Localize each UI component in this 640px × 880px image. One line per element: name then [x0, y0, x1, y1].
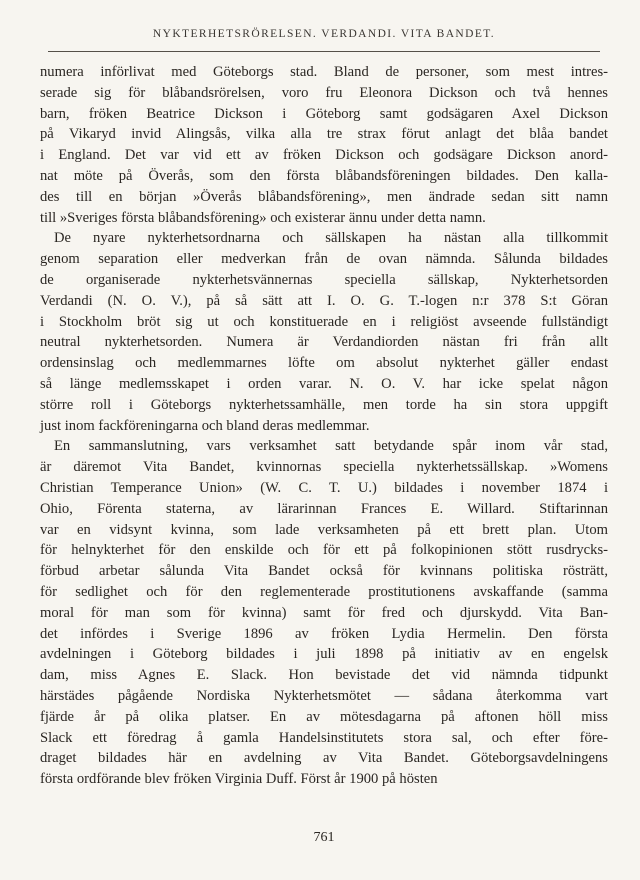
text-line: draget bildades här en avdelning av Vita Bandet. Göteborgsavdelningens — [40, 750, 608, 767]
text-line: just inom fackföreningarna och bland deras medlemmar. — [40, 417, 370, 434]
text-line: i England. Det var vid ett av fröken Dickson och godsägare Dickson anord- — [40, 147, 608, 164]
page-number: 761 — [313, 830, 335, 845]
text-line: avdelningen i Göteborg bildades i juli 1898 på initiativ av en engelsk — [40, 646, 608, 663]
text-line: härstädes pågående Nordiska Nykterhetsmötet — sådana återkomma vart — [40, 687, 608, 704]
text-line: De nyare nykterhetsordnarna och sällskapen ha nästan alla tillkommit — [54, 230, 608, 247]
text-line: för sedlighet och för den reglementerade prostitutionens avskaffande (samma — [40, 583, 608, 600]
text-line: första ordförande blev fröken Virginia Duff. Först år 1900 på hösten — [40, 771, 438, 788]
text-line: serade sig för blåbandsrörelsen, voro fru Eleonora Dickson och två hennes — [40, 84, 608, 101]
text-line: Slack ett föredrag å gamla Handelsinstitutets stora sal, och efter före- — [40, 729, 608, 746]
text-line: var en vidsynt kvinna, som lade verksamheten på ett brett plan. Utom — [40, 521, 608, 538]
text-line: fjärde år på olika platser. En av mötesdagarna på aftonen höll miss — [40, 708, 608, 725]
text-line: Verdandi (N. O. V.), på så sätt att I. O. G. T.-logen n:r 378 S:t Göran — [40, 292, 608, 309]
header-rule — [48, 51, 600, 52]
text-line: genom separation eller medverkan från de ovan nämnda. Sålunda bildades — [40, 251, 608, 268]
text-line: des till en början »Överås blåbandsförening», men ändrade sedan sitt namn — [40, 188, 608, 205]
text-line: moral för man som för kvinna) samt för fred och djurskydd. Vita Ban- — [40, 604, 608, 621]
text-line: så länge medlemsskapet i orden varar. N. O. V. har icke spelat någon — [40, 375, 608, 392]
text-line: på Vikaryd invid Alingsås, vilka alla tre strax förut anlagt det blåa bandet — [40, 126, 608, 143]
body-text — [40, 62, 608, 790]
text-line: ordensinslag och medlemmarnes löfte om absolut nykterhet gäller endast — [40, 355, 608, 372]
text-line: neutral nykterhetsorden. Numera är Verdandiorden nästan fri från allt — [40, 334, 608, 351]
text-line: de organiserade nykterhetsvännernas speciella sällskap, Nykterhetsorden — [40, 271, 608, 288]
text-line: är däremot Vita Bandet, kvinnornas speciella nykterhetssällskap. »Womens — [40, 459, 608, 476]
text-line: till »Sveriges första blåbandsförening» och existerar ännu under detta namn. — [40, 209, 486, 226]
running-head: NYKTERHETSRÖRELSEN. VERDANDI. VITA BANDET. — [152, 28, 496, 40]
text-line: Christian Temperance Union» (W. C. T. U.) bildades i november 1874 i — [40, 479, 608, 496]
text-line: Ohio, Förenta staterna, av lärarinnan Frances E. Willard. Stiftarinnan — [40, 500, 608, 517]
document-page — [40, 0, 608, 880]
text-line: dam, miss Agnes E. Slack. Hon bevistade det vid nämnda tidpunkt — [40, 667, 608, 684]
text-line: En sammanslutning, vars verksamhet satt betydande spår inom vår stad, — [54, 438, 608, 455]
text-line: barn, fröken Beatrice Dickson i Göteborg samt godsägaren Axel Dickson — [40, 105, 608, 122]
text-line: numera införlivat med Göteborgs stad. Bland de personer, som mest intres- — [40, 64, 608, 80]
text-line: det infördes i Sverige 1896 av fröken Lydia Hermelin. Den första — [40, 625, 608, 642]
text-line: förbud arbetar sålunda Vita Bandet också för kvinnans politiska rösträtt, — [40, 563, 608, 580]
text-line: för helnykterhet för den enskilde och för ett på folkopinionen stött rusdrycks- — [40, 542, 608, 559]
text-line: i Stockholm bröt sig ut och konstituerade en i religiöst avseende fullständigt — [40, 313, 608, 330]
text-line: nat möte på Överås, som den första blåbandsföreningen bildades. Den kalla- — [40, 167, 608, 184]
text-line: större roll i Göteborgs nykterhetssamhälle, men torde ha sin stora uppgift — [40, 396, 608, 413]
